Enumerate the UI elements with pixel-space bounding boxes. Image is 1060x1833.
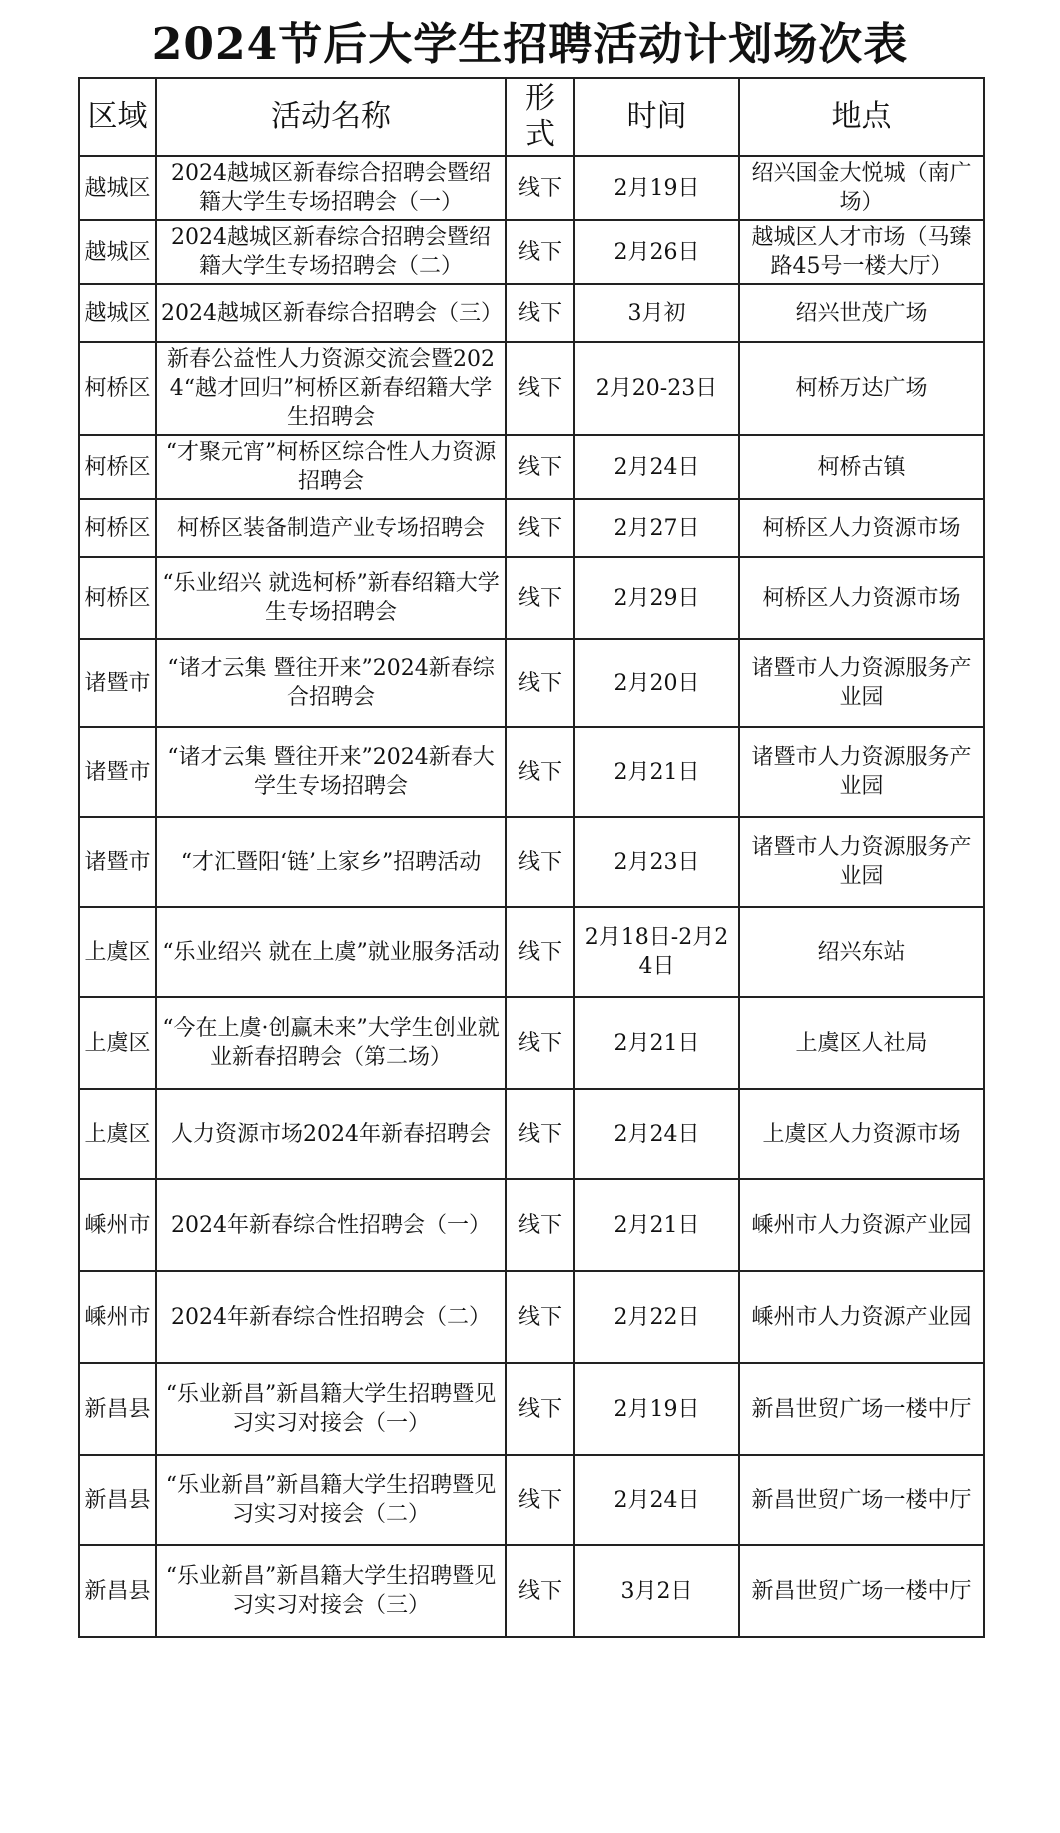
activity-name-cell: “诸才云集 暨往开来”2024新春大学生专场招聘会 bbox=[156, 727, 506, 817]
format-cell: 线下 bbox=[506, 499, 574, 557]
date-cell: 2月24日 bbox=[574, 435, 739, 499]
date-cell: 2月19日 bbox=[574, 1363, 739, 1455]
table-row bbox=[79, 639, 984, 727]
location-cell: 越城区人才市场（马臻路45号一楼大厅） bbox=[739, 220, 984, 284]
region-cell: 嵊州市 bbox=[79, 1179, 156, 1271]
table-row bbox=[79, 1455, 984, 1545]
region-cell: 越城区 bbox=[79, 284, 156, 342]
table-row bbox=[79, 284, 984, 342]
schedule-table bbox=[78, 77, 985, 1638]
format-cell: 线下 bbox=[506, 1089, 574, 1179]
column-header-activity-name: 活动名称 bbox=[156, 78, 506, 156]
location-cell: 上虞区人社局 bbox=[739, 997, 984, 1089]
format-cell: 线下 bbox=[506, 817, 574, 907]
activity-name-cell: 新春公益性人力资源交流会暨2024“越才回归”柯桥区新春绍籍大学生招聘会 bbox=[156, 342, 506, 435]
table-row bbox=[79, 1271, 984, 1363]
table-row bbox=[79, 220, 984, 284]
table-row bbox=[79, 817, 984, 907]
location-cell: 绍兴世茂广场 bbox=[739, 284, 984, 342]
format-cell: 线下 bbox=[506, 1455, 574, 1545]
activity-name-cell: “乐业绍兴 就在上虞”就业服务活动 bbox=[156, 907, 506, 997]
activity-name-cell: “乐业新昌”新昌籍大学生招聘暨见习实习对接会（三） bbox=[156, 1545, 506, 1637]
region-cell: 上虞区 bbox=[79, 1089, 156, 1179]
region-cell: 柯桥区 bbox=[79, 342, 156, 435]
region-cell: 越城区 bbox=[79, 220, 156, 284]
date-cell: 2月18日-2月24日 bbox=[574, 907, 739, 997]
format-cell: 线下 bbox=[506, 639, 574, 727]
location-cell: 诸暨市人力资源服务产业园 bbox=[739, 817, 984, 907]
region-cell: 越城区 bbox=[79, 156, 156, 220]
location-cell: 新昌世贸广场一楼中厅 bbox=[739, 1363, 984, 1455]
format-cell: 线下 bbox=[506, 1179, 574, 1271]
activity-name-cell: “乐业绍兴 就选柯桥”新春绍籍大学生专场招聘会 bbox=[156, 557, 506, 639]
location-cell: 诸暨市人力资源服务产业园 bbox=[739, 727, 984, 817]
format-cell: 线下 bbox=[506, 342, 574, 435]
format-cell: 线下 bbox=[506, 907, 574, 997]
activity-name-cell: “乐业新昌”新昌籍大学生招聘暨见习实习对接会（一） bbox=[156, 1363, 506, 1455]
table-row bbox=[79, 1363, 984, 1455]
date-cell: 2月27日 bbox=[574, 499, 739, 557]
format-cell: 线下 bbox=[506, 727, 574, 817]
date-cell: 2月23日 bbox=[574, 817, 739, 907]
page-title: 2024节后大学生招聘活动计划场次表 bbox=[151, 19, 909, 70]
activity-name-cell: “乐业新昌”新昌籍大学生招聘暨见习实习对接会（二） bbox=[156, 1455, 506, 1545]
region-cell: 上虞区 bbox=[79, 907, 156, 997]
table-row bbox=[79, 156, 984, 220]
activity-name-cell: 2024年新春综合性招聘会（二） bbox=[156, 1271, 506, 1363]
date-cell: 2月24日 bbox=[574, 1455, 739, 1545]
activity-name-cell: “今在上虞·创赢未来”大学生创业就业新春招聘会（第二场） bbox=[156, 997, 506, 1089]
format-cell: 线下 bbox=[506, 1271, 574, 1363]
date-cell: 3月2日 bbox=[574, 1545, 739, 1637]
activity-name-cell: 2024年新春综合性招聘会（一） bbox=[156, 1179, 506, 1271]
format-cell: 线下 bbox=[506, 1545, 574, 1637]
table-row bbox=[79, 997, 984, 1089]
date-cell: 2月21日 bbox=[574, 997, 739, 1089]
region-cell: 诸暨市 bbox=[79, 817, 156, 907]
location-cell: 绍兴国金大悦城（南广场） bbox=[739, 156, 984, 220]
region-cell: 诸暨市 bbox=[79, 639, 156, 727]
date-cell: 2月21日 bbox=[574, 727, 739, 817]
format-cell: 线下 bbox=[506, 156, 574, 220]
date-cell: 2月26日 bbox=[574, 220, 739, 284]
date-cell: 2月24日 bbox=[574, 1089, 739, 1179]
region-cell: 诸暨市 bbox=[79, 727, 156, 817]
location-cell: 嵊州市人力资源产业园 bbox=[739, 1271, 984, 1363]
header-row bbox=[79, 78, 984, 156]
region-cell: 新昌县 bbox=[79, 1545, 156, 1637]
region-cell: 柯桥区 bbox=[79, 499, 156, 557]
region-cell: 柯桥区 bbox=[79, 435, 156, 499]
location-cell: 柯桥区人力资源市场 bbox=[739, 557, 984, 639]
column-header-region: 区域 bbox=[79, 78, 156, 156]
location-cell: 诸暨市人力资源服务产业园 bbox=[739, 639, 984, 727]
region-cell: 嵊州市 bbox=[79, 1271, 156, 1363]
date-cell: 2月20-23日 bbox=[574, 342, 739, 435]
table-row bbox=[79, 499, 984, 557]
activity-name-cell: 人力资源市场2024年新春招聘会 bbox=[156, 1089, 506, 1179]
table-row bbox=[79, 557, 984, 639]
date-cell: 2月22日 bbox=[574, 1271, 739, 1363]
date-cell: 2月29日 bbox=[574, 557, 739, 639]
date-cell: 3月初 bbox=[574, 284, 739, 342]
table-row bbox=[79, 907, 984, 997]
table-row bbox=[79, 1089, 984, 1179]
table-row bbox=[79, 342, 984, 435]
date-cell: 2月19日 bbox=[574, 156, 739, 220]
column-header-format: 形式 bbox=[506, 78, 574, 156]
table-row bbox=[79, 1545, 984, 1637]
format-cell: 线下 bbox=[506, 435, 574, 499]
format-cell: 线下 bbox=[506, 284, 574, 342]
format-cell: 线下 bbox=[506, 997, 574, 1089]
format-cell: 线下 bbox=[506, 557, 574, 639]
column-header-location: 地点 bbox=[739, 78, 984, 156]
date-cell: 2月20日 bbox=[574, 639, 739, 727]
table-header bbox=[79, 78, 984, 156]
table-row bbox=[79, 435, 984, 499]
region-cell: 上虞区 bbox=[79, 997, 156, 1089]
table-row bbox=[79, 727, 984, 817]
region-cell: 新昌县 bbox=[79, 1455, 156, 1545]
location-cell: 柯桥万达广场 bbox=[739, 342, 984, 435]
location-cell: 新昌世贸广场一楼中厅 bbox=[739, 1455, 984, 1545]
location-cell: 柯桥区人力资源市场 bbox=[739, 499, 984, 557]
column-header-time: 时间 bbox=[574, 78, 739, 156]
date-cell: 2月21日 bbox=[574, 1179, 739, 1271]
activity-name-cell: 2024越城区新春综合招聘会（三） bbox=[156, 284, 506, 342]
table-body bbox=[79, 156, 984, 1637]
location-cell: 柯桥古镇 bbox=[739, 435, 984, 499]
activity-name-cell: 2024越城区新春综合招聘会暨绍籍大学生专场招聘会（一） bbox=[156, 156, 506, 220]
location-cell: 上虞区人力资源市场 bbox=[739, 1089, 984, 1179]
location-cell: 绍兴东站 bbox=[739, 907, 984, 997]
activity-name-cell: “才聚元宵”柯桥区综合性人力资源招聘会 bbox=[156, 435, 506, 499]
table-row bbox=[79, 1179, 984, 1271]
format-cell: 线下 bbox=[506, 1363, 574, 1455]
activity-name-cell: 2024越城区新春综合招聘会暨绍籍大学生专场招聘会（二） bbox=[156, 220, 506, 284]
activity-name-cell: “才汇暨阳‘链’上家乡”招聘活动 bbox=[156, 817, 506, 907]
format-cell: 线下 bbox=[506, 220, 574, 284]
region-cell: 柯桥区 bbox=[79, 557, 156, 639]
location-cell: 新昌世贸广场一楼中厅 bbox=[739, 1545, 984, 1637]
activity-name-cell: 柯桥区装备制造产业专场招聘会 bbox=[156, 499, 506, 557]
region-cell: 新昌县 bbox=[79, 1363, 156, 1455]
location-cell: 嵊州市人力资源产业园 bbox=[739, 1179, 984, 1271]
activity-name-cell: “诸才云集 暨往开来”2024新春综合招聘会 bbox=[156, 639, 506, 727]
